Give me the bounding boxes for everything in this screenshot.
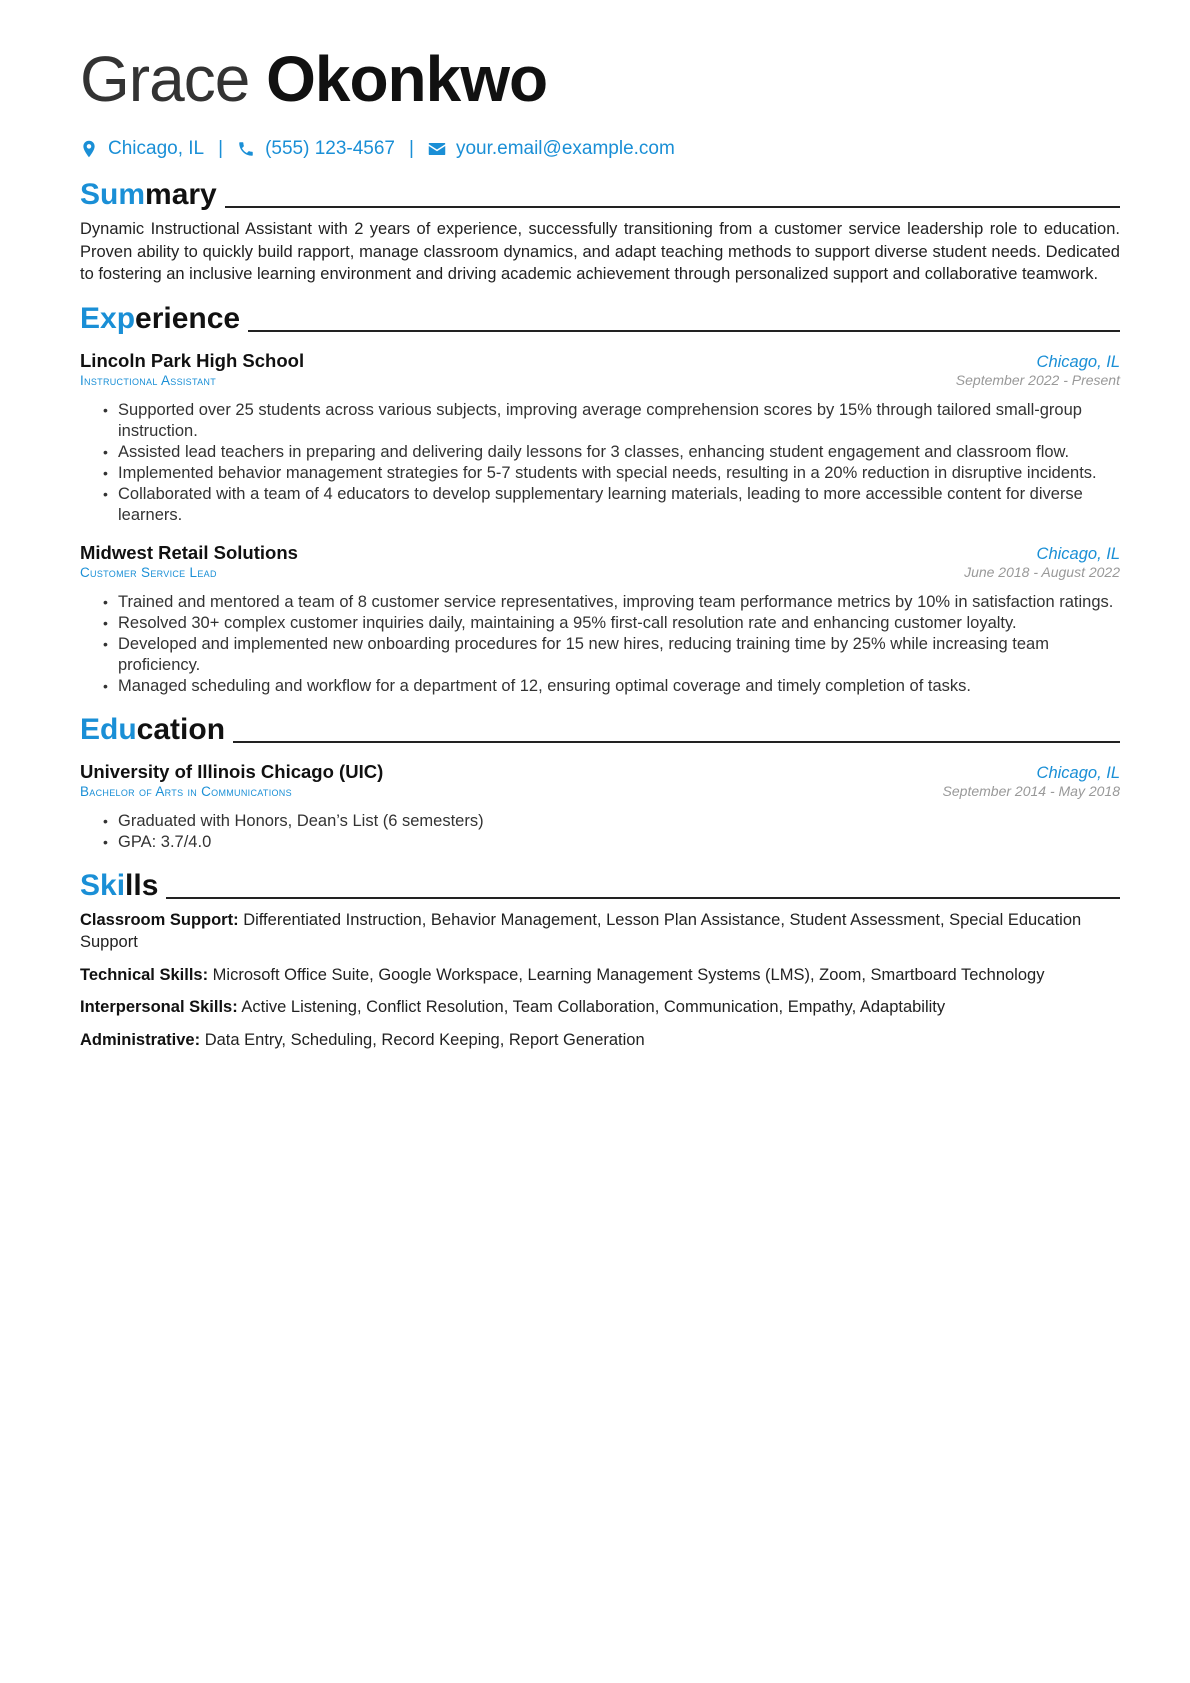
entry-dates: September 2022 - Present [955, 371, 1120, 388]
resume-page [80, 0, 1120, 1051]
list-item: • GPA: 3.7/4.0 [118, 832, 1120, 853]
entry-role: Customer Service Lead [80, 564, 217, 580]
entry-organization: Midwest Retail Solutions [80, 541, 298, 563]
bullet-list [80, 811, 1120, 853]
entry-role: Bachelor of Arts in Communications [80, 783, 292, 799]
list-item: • Implemented behavior management strategies for 5-7 students with special needs, resulting in a 20% reduction in disruptive incidents. [118, 463, 1120, 484]
list-item: • Managed scheduling and workflow for a department of 12, ensuring optimal coverage and timely completion of tasks. [118, 676, 1120, 697]
entry-dates: June 2018 - August 2022 [964, 563, 1120, 580]
last-name: Okonkwo [266, 43, 548, 115]
location-text: Chicago, IL [108, 138, 205, 159]
skill-line [80, 964, 1120, 987]
skill-line [80, 909, 1120, 954]
phone-text: (555) 123-4567 [265, 138, 395, 159]
contact-phone[interactable] [237, 138, 395, 160]
skill-label: Administrative: [80, 1030, 201, 1049]
skill-line [80, 996, 1120, 1019]
skill-label: Classroom Support: [80, 910, 239, 929]
section-title [80, 178, 217, 212]
summary-text: Dynamic Instructional Assistant with 2 years of experience, successfully transitioning from a customer service leadership role to education. Proven ability to quickly build rapport, manage classroom dynamics, and adapt teaching methods to support diverse student needs. Dedicated to fostering an inclusive learning environment and driving academic achievement through personalized support and collaborative teamwork. [80, 220, 1120, 283]
list-item: • Trained and mentored a team of 8 customer service representatives, improving team performance metrics by 10% in satisfaction ratings. [118, 592, 1120, 613]
skill-values: Differentiated Instruction, Behavior Management, Lesson Plan Assistance, Student Assessment, Special Education Support [80, 910, 1082, 951]
heading-accent: Edu [80, 712, 137, 746]
heading-accent: Ski [80, 868, 126, 902]
skill-label: Technical Skills: [80, 965, 209, 984]
skill-values: Microsoft Office Suite, Google Workspace, Learning Management Systems (LMS), Zoom, Smartboard Technology [208, 965, 1045, 984]
section-title [80, 869, 158, 903]
list-item: • Supported over 25 students across various subjects, improving average comprehension scores by 15% through tailored small-group instruction. [118, 400, 1120, 442]
candidate-name [80, 0, 1120, 122]
heading-accent: Exp [80, 301, 136, 335]
experience-heading [80, 300, 1120, 336]
entry-location: Chicago, IL [1036, 544, 1120, 563]
map-pin-icon [80, 140, 98, 158]
heading-rest: mary [145, 178, 217, 211]
heading-rest: erience [135, 301, 241, 335]
phone-icon [237, 140, 255, 158]
section-rule [233, 741, 1120, 743]
contact-separator: | [409, 138, 414, 159]
entry-role: Instructional Assistant [80, 372, 217, 388]
bullet-list [80, 592, 1120, 697]
entry-organization: University of Illinois Chicago (UIC) [80, 760, 384, 782]
skill-values: Data Entry, Scheduling, Record Keeping, Report Generation [200, 1030, 645, 1049]
heading-rest: cation [136, 712, 226, 746]
summary-heading [80, 176, 1120, 212]
list-item: • Resolved 30+ complex customer inquiries daily, maintaining a 95% first-call resolution rate and enhancing customer loyalty. [118, 613, 1120, 634]
envelope-icon [428, 140, 446, 158]
skills-heading [80, 867, 1120, 903]
email-text: your.email@example.com [455, 138, 675, 159]
entry-organization: Lincoln Park High School [80, 349, 305, 371]
section-rule [225, 206, 1120, 208]
section-title [80, 713, 225, 747]
education-entry [80, 761, 1120, 853]
list-item: • Collaborated with a team of 4 educators to develop supplementary learning materials, leading to more accessible content for diverse learners. [118, 484, 1120, 526]
education-heading [80, 711, 1120, 747]
entry-dates: September 2014 - May 2018 [942, 782, 1120, 799]
experience-entry [80, 542, 1120, 697]
section-rule [166, 897, 1120, 899]
contact-email[interactable] [428, 138, 675, 160]
skill-line [80, 1029, 1120, 1052]
contact-location [80, 138, 204, 160]
entry-location: Chicago, IL [1036, 763, 1120, 782]
skill-label: Interpersonal Skills: [80, 998, 238, 1016]
heading-rest: lls [125, 868, 159, 902]
experience-entry [80, 350, 1120, 526]
section-rule [248, 330, 1120, 332]
skill-values: Active Listening, Conflict Resolution, Team Collaboration, Communication, Empathy, Adaptability [237, 998, 946, 1016]
list-item: • Graduated with Honors, Dean’s List (6 semesters) [118, 811, 1120, 832]
contact-separator: | [218, 138, 224, 159]
entry-location: Chicago, IL [1036, 352, 1120, 371]
list-item: • Developed and implemented new onboarding procedures for 15 new hires, reducing training time by 25% while increasing team proficiency. [118, 634, 1120, 676]
contact-bar [80, 136, 1120, 162]
first-name: Grace [80, 43, 250, 115]
bullet-list [80, 400, 1120, 526]
list-item: • Assisted lead teachers in preparing and delivering daily lessons for 3 classes, enhancing student engagement and classroom flow. [118, 442, 1120, 463]
section-title [80, 302, 240, 336]
heading-accent: Sum [80, 178, 146, 211]
